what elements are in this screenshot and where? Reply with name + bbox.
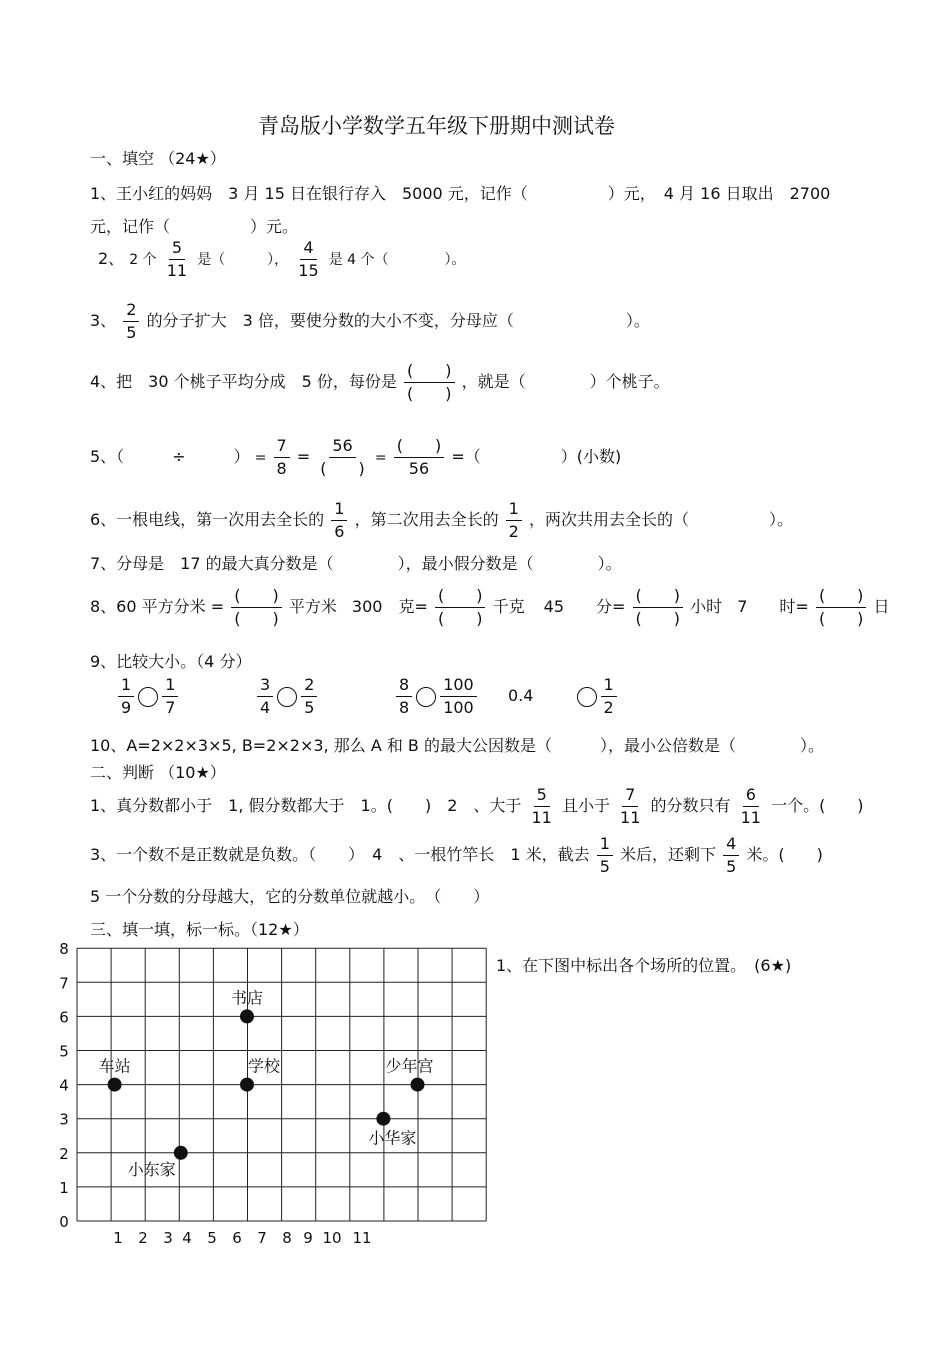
numerator: 1 [331,499,347,521]
compare-pair-3 [394,675,479,718]
judge-q5: 5 一个分数的分母越大，它的分数单位就越小。 （ ） [90,887,490,906]
y-tick-label: 2 [59,1144,69,1163]
q8-text-3: 45 分= [543,597,626,616]
numerator: 4 [300,238,316,260]
compare-circle[interactable] [577,687,597,707]
place-marker-dot [108,1078,122,1092]
place-marker-dot [174,1146,188,1160]
unit: 小时 [690,597,723,616]
fraction-blank [404,361,455,404]
q8-text-1: 8、60 平方分米 = [90,597,225,616]
map-task: 1、在下图中标出各个场所的位置。 (6★) [496,956,792,975]
numerator: ( ) [231,586,282,608]
equals: = [374,450,387,466]
q8-text-4: 7 时= [737,597,809,616]
denominator: 100 [443,698,474,717]
x-axis-labels [113,1229,371,1247]
fraction [506,499,522,542]
compare-pair-2 [255,675,319,718]
denominator: 11 [620,808,641,827]
compare-pair-1 [116,675,180,718]
fraction-blank [633,586,684,629]
place-label: 小华家 [368,1128,417,1148]
fraction-blank [231,586,282,629]
q3 [90,300,650,343]
numerator: 7 [622,785,638,807]
numerator: 2 [301,675,317,697]
fraction [396,675,412,718]
judge-text-2: 且小于 [561,796,610,815]
denominator: ( ) [407,384,452,403]
denominator: ( ) [320,459,365,478]
q8-text-2: 300 克= [351,597,428,616]
unit: 日 [873,597,890,616]
fraction [617,785,643,828]
x-tick-label: 6 [232,1229,242,1247]
q4-text-1: 4、把 30 个桃子平均分成 5 份，每份是 [90,372,397,391]
numerator: 8 [396,675,412,697]
q5-text-2: =（ ）(小数) [451,447,622,466]
fraction-blank [816,586,867,629]
fraction [118,675,134,718]
q5 [90,436,621,479]
denominator: 5 [126,323,137,342]
x-tick-label: 10 [322,1229,342,1247]
place-label: 书店 [230,988,264,1008]
q6-text-1: 6、一根电线，第一次用去全长的 [90,510,325,529]
numerator: 1 [506,499,522,521]
denominator: 5 [726,857,737,876]
q7: 7、分母是 17 的最大真分数是（ ），最小假分数是（ ）。 [90,554,622,573]
x-tick-label: 2 [138,1229,148,1247]
y-tick-label: 5 [59,1042,69,1061]
y-axis-labels [59,942,69,1231]
place-markers [99,988,434,1178]
fraction [738,785,764,828]
denominator: 8 [399,698,410,717]
x-tick-label: 8 [282,1229,292,1247]
fraction [301,675,317,718]
q3-text: 的分子扩大 3 倍，要使分数的大小不变，分母应（ ）。 [146,311,650,330]
compare-circle[interactable] [138,687,158,707]
denominator: 2 [508,522,519,541]
fraction [295,238,321,281]
place-label: 学校 [247,1056,281,1076]
fraction [597,834,613,877]
fraction [164,238,190,281]
q1-line-b: 元，记作（ ）元。 [90,217,299,236]
denominator: 5 [599,857,610,876]
numerator: 4 [723,834,739,856]
judge-text-5: 3、一个数不是正数就是负数。（ ） 4 、一根竹竿长 1 米，截去 [90,845,590,864]
numerator: 100 [440,675,477,697]
equals: = [296,447,311,466]
denominator: 11 [740,808,761,827]
y-tick-label: 1 [59,1178,69,1197]
numerator: 56 [329,436,355,458]
q9-heading: 9、比较大小。（4 分） [90,652,252,671]
denominator: 56 [408,459,430,478]
y-tick-label: 4 [59,1076,69,1095]
judge-text-6: 米后，还剩下 [620,845,717,864]
place-marker-dot [411,1078,425,1092]
grid-lines [77,948,486,1221]
fraction [601,675,617,718]
q2 [98,238,466,281]
denominator: 9 [121,698,132,717]
denominator: ( ) [635,609,681,628]
denominator: 7 [165,698,176,717]
q1-line-a: 1、王小红的妈妈 3 月 15 日在银行存入 5000 元，记作（ ）元， 4 月 16 日取出 2700 [90,184,831,203]
place-label: 少年宫 [385,1056,434,1076]
fraction [528,785,554,828]
fraction [257,675,273,718]
numerator: ( ) [394,436,445,458]
numerator: 2 [123,300,139,322]
x-tick-label: 9 [303,1229,313,1247]
q2-text-3: 是 4 个（ ）。 [328,252,466,268]
numerator: 7 [274,436,290,458]
denominator: 8 [276,459,287,478]
denominator: 2 [603,698,614,717]
x-tick-label: 3 [163,1229,173,1247]
place-label: 车站 [98,1056,131,1076]
x-tick-label: 5 [207,1229,217,1247]
page-title: 青岛版小学数学五年级下册期中测试卷 [258,114,615,138]
judge-text-1: 1、真分数都小于 1, 假分数都大于 1。( ) 2 、大于 [90,796,522,815]
unit: 千克 [492,597,525,616]
x-tick-label: 7 [257,1229,267,1247]
numerator: 1 [601,675,617,697]
numerator: ( ) [435,586,486,608]
q4-text-2: ，就是（ ）个桃子。 [461,372,670,391]
y-tick-label: 7 [59,974,69,993]
judge-text-7: 米。( ) [746,845,823,864]
q6-text-3: ，两次共用去全长的（ ）。 [528,510,793,529]
numerator: 1 [162,675,178,697]
numerator: 1 [118,675,134,697]
x-tick-label: 1 [113,1229,123,1247]
denominator: ( ) [818,609,864,628]
coordinate-grid [50,942,490,1252]
numerator: ( ) [816,586,867,608]
numerator: ( ) [633,586,684,608]
place-marker-dot [240,1009,254,1023]
compare-circle[interactable] [416,687,436,707]
numerator: 6 [743,785,759,807]
y-tick-label: 6 [59,1008,69,1027]
fraction [331,499,347,542]
y-tick-label: 3 [59,1110,69,1129]
numerator: 5 [534,785,550,807]
place-marker-dot [240,1078,254,1092]
fraction [723,834,739,877]
denominator: ( ) [437,609,483,628]
section-2-heading: 二、判断 （10★） [90,763,226,782]
x-tick-label: 4 [182,1229,192,1247]
numerator: 1 [597,834,613,856]
q3-label: 3、 [90,311,117,330]
q6 [90,499,793,542]
fraction [162,675,178,718]
denominator: 11 [531,808,552,827]
equals: = [254,450,267,466]
x-tick-label: 11 [352,1229,372,1247]
q2-text-1: 2 个 [129,252,157,268]
numerator: 5 [169,238,185,260]
denominator: 15 [298,261,319,280]
q5-text-1: 5、（ ÷ ） [90,447,250,466]
q4 [90,361,670,404]
fraction [394,436,445,479]
judge-q3-q4 [90,834,823,877]
denominator: 5 [304,698,315,717]
denominator: 4 [260,698,271,717]
fraction [317,436,368,479]
y-tick-label: 8 [59,942,69,959]
q6-text-2: ，第二次用去全长的 [354,510,499,529]
q2-text-2: 是（ ）， [197,252,289,268]
fraction [123,300,139,343]
y-tick-label: 0 [59,1213,69,1231]
q10: 10、A=2×2×3×5, B=2×2×3, 那么 A 和 B 的最大公因数是（ ），最小公倍数是（ ）。 [90,736,824,755]
section-1-heading: 一、填空 （24★） [90,149,226,168]
place-label: 小东家 [127,1159,176,1179]
fraction [274,436,290,479]
denominator: 11 [166,261,188,280]
judge-text-4: 一个。( ) [771,796,864,815]
judge-text-3: 的分数只有 [650,796,731,815]
place-marker-dot [376,1112,390,1126]
decimal-value: 0.4 [508,686,534,705]
fraction-blank [435,586,486,629]
section-3-heading: 三、填一填，标一标。（12★） [90,920,309,939]
denominator: 6 [334,522,345,541]
q2-label: 2、 [98,249,125,268]
fraction [440,675,477,718]
q8 [90,586,890,629]
numerator: 3 [257,675,273,697]
unit: 平方米 [288,597,337,616]
numerator: ( ) [404,361,455,383]
compare-pair-4 [508,675,619,718]
denominator: ( ) [234,609,279,628]
judge-q1-q2 [90,785,864,828]
compare-circle[interactable] [277,687,297,707]
